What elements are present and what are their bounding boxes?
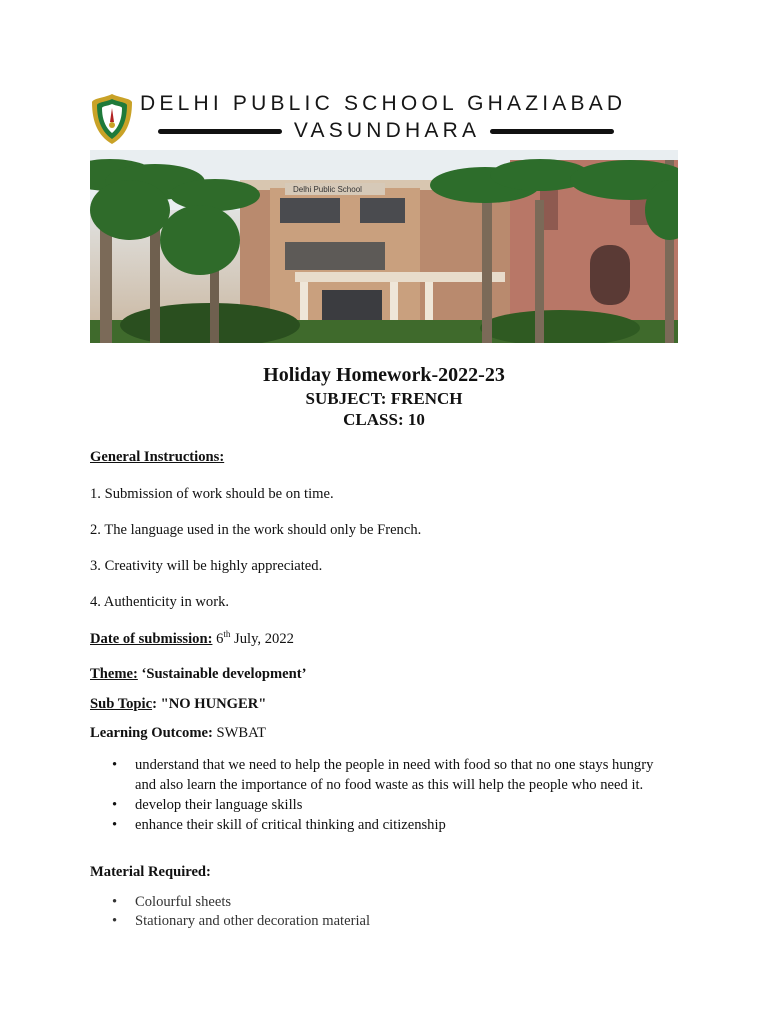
- bullet-icon: •: [112, 757, 118, 773]
- list-item: [90, 815, 690, 835]
- submission-label: Date of submission:: [90, 630, 213, 647]
- theme-line: [90, 666, 306, 683]
- subject-heading: SUBJECT: FRENCH: [305, 389, 463, 408]
- submission-day: 6: [216, 630, 224, 647]
- school-building-photo: [90, 150, 678, 343]
- instruction-item: 2. The language used in the work should only be French.: [90, 522, 422, 538]
- list-item: [90, 755, 690, 795]
- submission-date-line: [90, 629, 294, 648]
- theme-label: Theme:: [90, 666, 138, 682]
- list-item: [90, 795, 690, 815]
- learning-outcome-label: Learning Outcome:: [90, 725, 213, 741]
- instruction-item: 4. Authenticity in work.: [90, 594, 230, 610]
- instructions-heading: General Instructions:: [90, 449, 225, 465]
- submission-day-suffix: th: [223, 629, 231, 639]
- bullet-icon: •: [112, 912, 118, 929]
- submission-date-rest: July, 2022: [230, 630, 294, 647]
- divider-left: [158, 129, 282, 134]
- school-name: DELHI PUBLIC SCHOOL GHAZIABAD: [140, 92, 627, 115]
- list-item-text: develop their language skills: [135, 797, 303, 813]
- theme-value: ‘Sustainable development’: [137, 666, 307, 682]
- bullet-icon: •: [112, 894, 118, 910]
- bullet-icon: •: [112, 817, 118, 833]
- branch-row: [158, 117, 614, 145]
- learning-outcome-line: [90, 725, 266, 742]
- material-heading: Material Required:: [90, 864, 211, 880]
- instruction-item: 1. Submission of work should be on time.: [90, 486, 334, 502]
- list-item-text: understand that we need to help the people in need with food so that no one stays hungry: [135, 757, 654, 773]
- class-heading: CLASS: 10: [343, 410, 425, 429]
- list-item-text: Stationary and other decoration material: [135, 912, 371, 929]
- building-sign-text: Delhi Public School: [293, 185, 362, 194]
- learning-outcome-list: [90, 755, 690, 835]
- bullet-icon: •: [112, 797, 118, 813]
- sub-topic-label: Sub Topic: [90, 696, 153, 712]
- list-item: [90, 912, 690, 931]
- learning-outcome-value: SWBAT: [212, 725, 266, 741]
- school-logo-icon: [90, 92, 134, 146]
- material-list: [90, 893, 690, 930]
- sub-topic-line: [90, 696, 266, 713]
- list-item: [90, 893, 690, 912]
- sub-topic-value: : "NO HUNGER": [152, 696, 267, 712]
- homework-title: Holiday Homework-2022-23: [263, 364, 505, 386]
- list-item-text: enhance their skill of critical thinking and citizenship: [135, 817, 446, 833]
- instruction-item: 3. Creativity will be highly appreciated.: [90, 558, 323, 574]
- branch-name: VASUNDHARA: [293, 119, 481, 142]
- divider-right: [490, 129, 614, 134]
- list-item-text: Colourful sheets: [135, 894, 232, 910]
- list-item-text: and also learn the importance of no food waste as this will help the people who need it.: [135, 777, 644, 793]
